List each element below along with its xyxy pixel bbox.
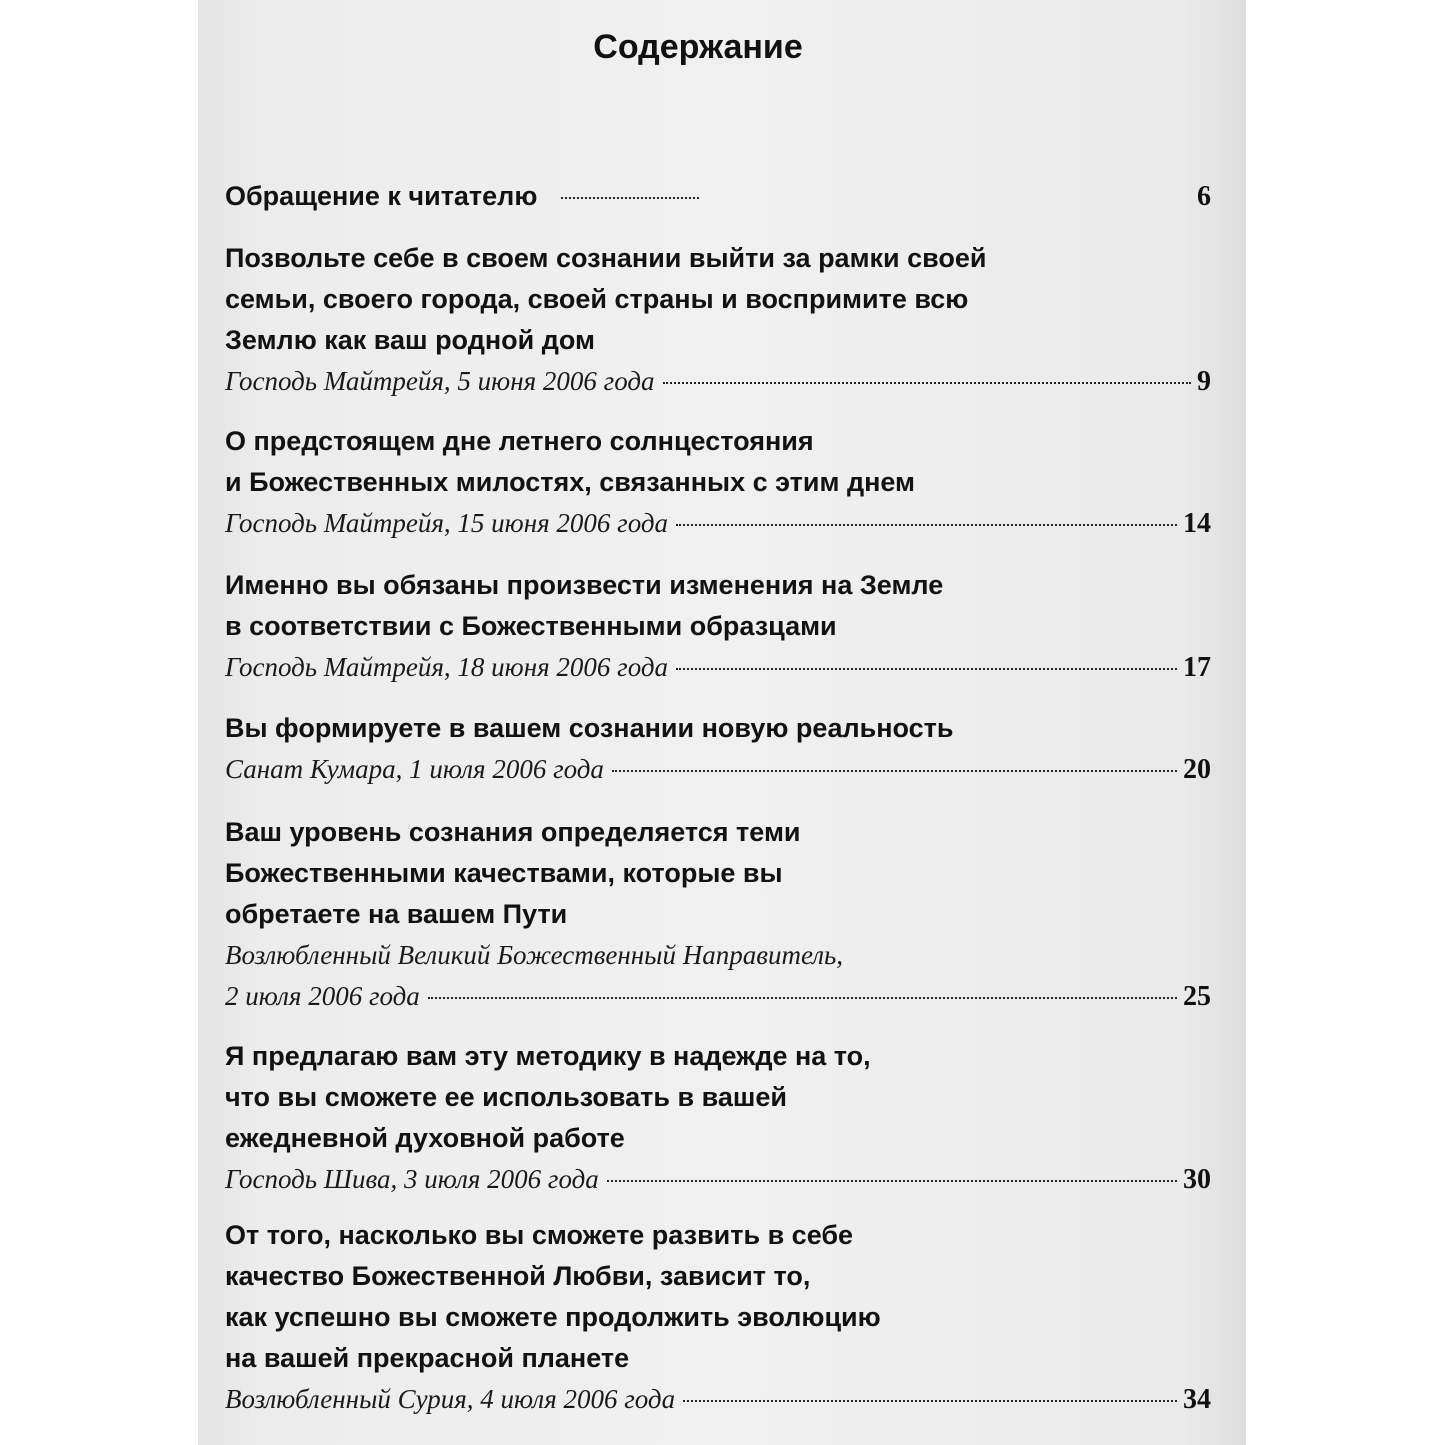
toc-entry-author: Возлюбленный Сурия, 4 июля 2006 года	[225, 1384, 676, 1414]
toc-entry-title-line: Именно вы обязаны произвести изменения на Земле	[225, 570, 944, 600]
book-page	[198, 0, 1246, 1445]
toc-entry	[225, 708, 1211, 790]
toc-entry	[225, 176, 1211, 217]
dot-leader	[683, 1400, 1177, 1402]
toc-entry-title-line: Обращение к читателю	[225, 181, 538, 211]
toc-entry-page-number: 20	[1183, 754, 1211, 785]
toc-entry-title-line: Землю как ваш родной дом	[225, 325, 595, 355]
toc-entry-page-number: 25	[1183, 981, 1211, 1012]
toc-entry-title-line: качество Божественной Любви, зависит то,	[225, 1261, 811, 1291]
toc-entry-row	[225, 1159, 1211, 1200]
toc-entry-title-line: Божественными качествами, которые вы	[225, 858, 783, 888]
toc-entry-author: Санат Кумара, 1 июля 2006 года	[225, 754, 604, 784]
dot-leader	[612, 770, 1177, 772]
toc-entry-title-line: О предстоящем дне летнего солнцестояния	[225, 426, 814, 456]
toc-entry-title-line: От того, насколько вы сможете развить в себе	[225, 1220, 854, 1250]
toc-entry-title-line: в соответствии с Божественными образцами	[225, 611, 837, 641]
dot-leader	[663, 382, 1192, 384]
toc-entry	[225, 421, 1211, 544]
toc-entry-author: Господь Шива, 3 июля 2006 года	[225, 1164, 599, 1194]
toc-entry-row	[225, 503, 1211, 544]
dot-leader	[676, 524, 1177, 526]
dot-leader	[607, 1180, 1177, 1182]
toc-entry-page-number: 17	[1183, 652, 1211, 683]
toc-entry-page-number: 14	[1183, 508, 1211, 539]
toc-entry-author: Возлюбленный Великий Божественный Направитель,	[225, 940, 844, 970]
toc-entry-title-line: на вашей прекрасной планете	[225, 1343, 630, 1373]
toc-entry-row	[225, 647, 1211, 688]
toc-entry-author: 2 июля 2006 года	[225, 981, 420, 1011]
toc-entry-page-number: 34	[1183, 1384, 1211, 1415]
toc-entry-title-line: обретаете на вашем Пути	[225, 899, 568, 929]
toc-entry	[225, 1215, 1211, 1420]
toc-entry-title-line: что вы сможете ее использовать в вашей	[225, 1082, 787, 1112]
toc-entry-title-line: как успешно вы сможете продолжить эволюцию	[225, 1302, 881, 1332]
page-title: Содержание	[593, 28, 803, 66]
dot-leader	[561, 197, 699, 199]
toc-entry-row	[225, 976, 1211, 1017]
toc-entry-page-number: 9	[1197, 366, 1211, 397]
toc-entry	[225, 812, 1211, 1017]
toc-entry	[225, 238, 1211, 402]
toc-entry-row	[225, 1379, 1211, 1420]
toc-entry-title-line: Я предлагаю вам эту методику в надежде на то,	[225, 1041, 871, 1071]
dot-leader	[428, 997, 1177, 999]
toc-entry	[225, 1036, 1211, 1200]
toc-entry-title-line: и Божественных милостях, связанных с этим днем	[225, 467, 916, 497]
toc-entry-title-line: Позвольте себе в своем сознании выйти за рамки своей	[225, 243, 987, 273]
toc-entry-row	[225, 749, 1211, 790]
toc-entry-title-line: Вы формируете в вашем сознании новую реальность	[225, 713, 954, 743]
toc-entry-page-number: 6	[1197, 181, 1211, 212]
toc-entry-page-number: 30	[1183, 1164, 1211, 1195]
toc-entry-row	[225, 361, 1211, 402]
toc-entry-title-line: ежедневной духовной работе	[225, 1123, 625, 1153]
toc-entry-title-line: семьи, своего города, своей страны и воспримите всю	[225, 284, 969, 314]
dot-leader	[676, 668, 1177, 670]
toc-entry-author: Господь Майтрейя, 15 июня 2006 года	[225, 508, 668, 538]
toc-entry-row	[225, 176, 1211, 217]
toc-entry-author: Господь Майтрейя, 18 июня 2006 года	[225, 652, 668, 682]
toc-entry-title-line: Ваш уровень сознания определяется теми	[225, 817, 801, 847]
toc-entry-author: Господь Майтрейя, 5 июня 2006 года	[225, 366, 655, 396]
toc-entry	[225, 565, 1211, 688]
